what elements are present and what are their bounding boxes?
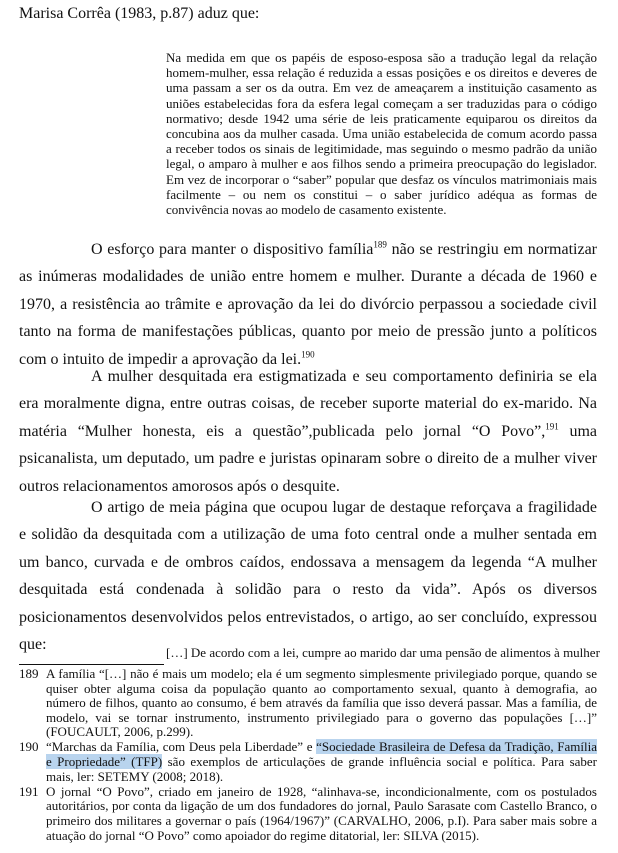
paragraph-1 [19, 236, 597, 373]
footnote-separator [19, 664, 164, 665]
paragraph-2-text-b: uma psicanalista, um deputado, um padre e juristas opinaram sobre o direito de a mulher viver outros relacionamentos amorosos após o desquite. [19, 422, 597, 495]
footnote-number: 191 [19, 783, 39, 799]
paragraph-2-text-a: A mulher desquitada era estigmatizada e seu comportamento definiria se ela era moralmente digna, entre outras coisas, de receber suporte material do ex-marido. Na matéria “Mulher honesta, eis a questão”,publicada pelo jornal “O Povo”, [19, 368, 597, 440]
highlighted-selection[interactable]: “Sociedade Brasileira de Defesa da Tradição, Família e Propriedade” (TFP) [46, 739, 597, 770]
footnote-text-a: “Marchas da Família, com Deus pela Liberdade” e [46, 739, 317, 755]
intro-line: Marisa Corrêa (1983, p.87) aduz que: [19, 5, 260, 22]
footnote-ref-190[interactable]: 190 [301, 349, 315, 360]
footnote-ref-189[interactable]: 189 [373, 239, 387, 250]
footnote-text: O jornal “O Povo”, criado em janeiro de 1928, “alinhava-se, incondicionalmente, com os postulados autoritários, por conta da ligação de um dos fundadores do jornal, Paulo Sarasate com Castello Branco, o primeiro dos militares a governar o país (1964/1967)” (CARVALHO, 2006, p.I). Para saber mais sobre a atuação do jornal “O Povo” como apoiador do regime ditatorial, ler: SILVA (2015). [46, 783, 597, 843]
footnote-text-b: são exemplos de articulações de grande influência social e política. Para saber mais, ler: SETEMY (2008; 2018). [46, 754, 597, 784]
footnotes [19, 667, 597, 844]
footnote-190 [19, 740, 597, 784]
block-quote: Na medida em que os papéis de esposo-esposa são a tradução legal da relação homem-mulher, essa relação é reduzida a essas posições e os direitos e deveres de uma passam a ser os da outra. Em vez de ameaçarem a instituição casamento as uniões estabelecidas fora da esfera legal começam a ser traduzidas para o código normativo; desde 1942 uma série de leis praticamente equiparou os direitos da concubina aos da mulher casada. Uma união estabelecida de comum acordo passa a receber todos os sinais de legitimidade, mas seguindo o mesmo padrão da união legal, o amparo à mulher e aos filhos sendo a primeira preocupação do legislador. Em vez de incorporar o “saber” popular que desfaz os vínculos matrimoniais mais facilmente – ou nem os constitui – o saber jurídico adéqua as formas de convivência novas ao modelo de casamento existente. [166, 50, 597, 218]
quote-continuation: […] De acordo com a lei, cumpre ao marido dar uma pensão de alimentos à mulher [166, 645, 600, 660]
footnote-191 [19, 785, 597, 843]
paragraph-1-text-a: O esforço para manter o dispositivo família [91, 241, 374, 258]
paragraph-1-text-b: não se restringiu em normatizar as inúmeras modalidades de união entre homem e mulher. Durante a década de 1960 e 1970, a resistência ao trâmite e aprovação da lei do divórcio perpassou a sociedade civil tanto na forma de manifestações públicas, quanto por meio de pressão junto a políticos com o intuito de impedir a aprovação da lei. [19, 241, 598, 368]
footnote-189 [19, 667, 597, 740]
footnote-number: 189 [19, 666, 39, 681]
paragraph-3: O artigo de meia página que ocupou lugar de destaque reforçava a fragilidade e solidão da desquitada com a utilização de uma foto central onde a mulher sentada em um banco, curvada e de ombros caídos, endossava a mensagem da legenda “A mulher desquitada está condenada à solidão para o resto da vida”. Após os diversos posicionamentos desenvolvidos pelos entrevistados, o artigo, ao ser concluído, expressou que: [19, 499, 597, 654]
paragraph-2 [19, 363, 597, 500]
footnote-ref-191[interactable]: 191 [545, 421, 559, 432]
footnote-text: A família “[…] não é mais um modelo; ela é um segmento simplesmente privilegiado porque, quando se quiser obter alguma coisa da população quanto ao comportamento sexual, quanto à demografia, ao número de filhos, quanto ao consumo, é bem através da família que isso deverá passar. Mas a família, de modelo, vai se tornar instrumento, instrumento privilegiado para o governo das populações […]” (FOUCAULT, 2006, p.299). [46, 666, 597, 740]
footnote-number: 190 [19, 739, 39, 755]
